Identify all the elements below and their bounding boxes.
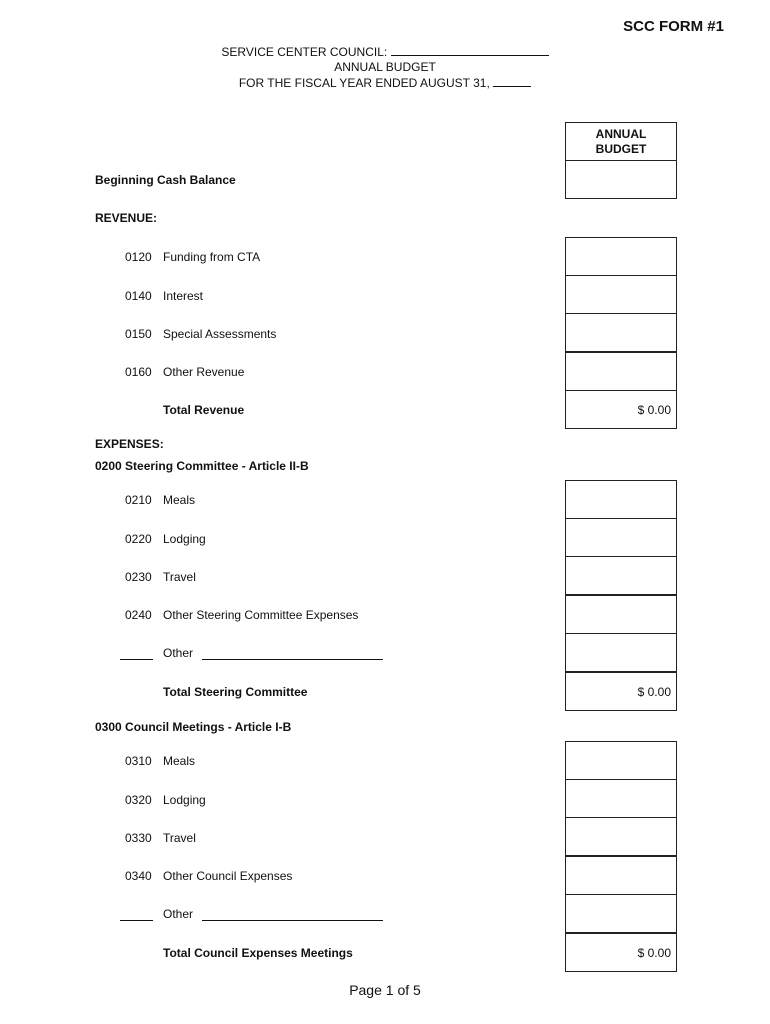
revenue-title: REVENUE: (95, 211, 158, 225)
council-cell-0340[interactable] (565, 856, 677, 895)
total-revenue-label: Total Revenue (163, 403, 245, 417)
column-header-line1: ANNUAL (595, 127, 647, 141)
revenue-label-0120: Funding from CTA (163, 250, 261, 264)
column-header-line2: BUDGET (595, 142, 647, 156)
council-code-0330: 0330 (125, 831, 152, 845)
council-label-0330: Travel (163, 831, 196, 845)
council-code-0340: 0340 (125, 869, 152, 883)
total-council-label: Total Council Expenses Meetings (163, 946, 353, 960)
revenue-cell-0140[interactable] (565, 275, 677, 314)
council-cell-0330[interactable] (565, 817, 677, 856)
steering-label-0220: Lodging (163, 532, 206, 546)
total-revenue-value: $ 0.00 (637, 403, 671, 417)
council-label: SERVICE CENTER COUNCIL: (221, 45, 388, 59)
steering-code-0220: 0220 (125, 532, 152, 546)
revenue-code-0150: 0150 (125, 327, 152, 341)
steering-title: 0200 Steering Committee - Article II-B (95, 459, 309, 473)
steering-other-code-field[interactable] (120, 659, 153, 660)
revenue-label-0140: Interest (163, 289, 204, 303)
council-label-0340: Other Council Expenses (163, 869, 293, 883)
steering-code-0240: 0240 (125, 608, 152, 622)
total-steering-cell (565, 672, 677, 711)
steering-cell-other[interactable] (565, 633, 677, 672)
steering-cell-0220[interactable] (565, 518, 677, 557)
header-council-line (0, 45, 770, 59)
form-id: SCC FORM #1 (623, 18, 724, 35)
total-council-value: $ 0.00 (637, 946, 671, 960)
beginning-cash-label: Beginning Cash Balance (95, 173, 236, 187)
council-other-code-field[interactable] (120, 920, 153, 921)
steering-other-label: Other (163, 646, 194, 660)
beginning-cash-cell[interactable] (565, 160, 677, 199)
council-cell-0320[interactable] (565, 779, 677, 818)
council-label-0310: Meals (163, 754, 196, 768)
council-name-field[interactable] (391, 45, 549, 56)
steering-label-0230: Travel (163, 570, 196, 584)
steering-cell-0240[interactable] (565, 595, 677, 634)
council-other-desc-field[interactable] (202, 920, 383, 921)
revenue-code-0120: 0120 (125, 250, 152, 264)
page-number: Page 1 of 5 (349, 982, 421, 998)
revenue-label-0150: Special Assessments (163, 327, 277, 341)
revenue-cell-0120[interactable] (565, 237, 677, 276)
council-title: 0300 Council Meetings - Article I-B (95, 720, 292, 734)
expenses-title: EXPENSES: (95, 437, 164, 451)
council-cell-0310[interactable] (565, 741, 677, 780)
steering-code-0210: 0210 (125, 493, 152, 507)
revenue-cell-0150[interactable] (565, 313, 677, 352)
total-revenue-cell (565, 390, 677, 429)
steering-code-0230: 0230 (125, 570, 152, 584)
total-steering-value: $ 0.00 (637, 685, 671, 699)
header-fiscal-line (0, 76, 770, 90)
revenue-code-0140: 0140 (125, 289, 152, 303)
steering-other-desc-field[interactable] (202, 659, 383, 660)
steering-cell-0230[interactable] (565, 556, 677, 595)
column-header-box (565, 122, 677, 161)
steering-label-0240: Other Steering Committee Expenses (163, 608, 359, 622)
revenue-code-0160: 0160 (125, 365, 152, 379)
revenue-label-0160: Other Revenue (163, 365, 245, 379)
total-council-cell (565, 933, 677, 972)
steering-cell-0210[interactable] (565, 480, 677, 519)
council-other-label: Other (163, 907, 194, 921)
council-label-0320: Lodging (163, 793, 206, 807)
header-budget-line: ANNUAL BUDGET (334, 60, 436, 74)
council-code-0310: 0310 (125, 754, 152, 768)
fiscal-year-label: FOR THE FISCAL YEAR ENDED AUGUST 31, (238, 76, 490, 90)
total-steering-label: Total Steering Committee (163, 685, 308, 699)
council-cell-other[interactable] (565, 894, 677, 933)
council-code-0320: 0320 (125, 793, 152, 807)
fiscal-year-field[interactable] (493, 76, 531, 87)
steering-label-0210: Meals (163, 493, 196, 507)
revenue-cell-0160[interactable] (565, 352, 677, 391)
